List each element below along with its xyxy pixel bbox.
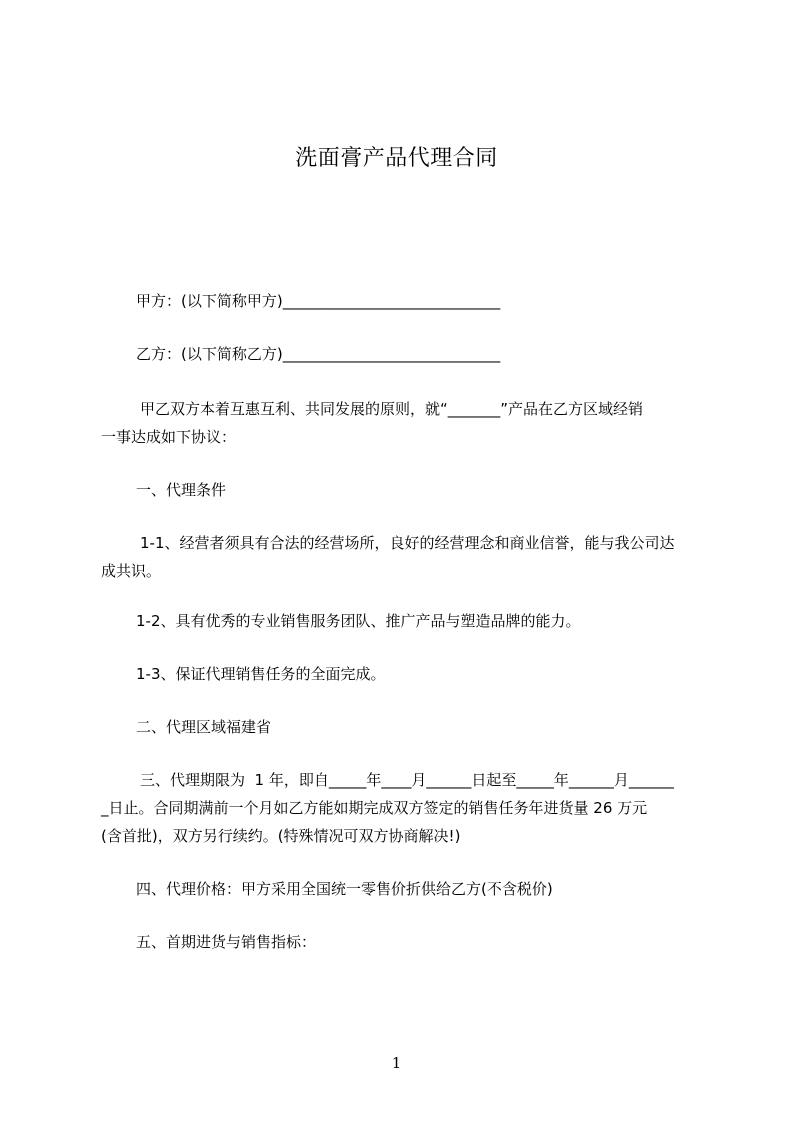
party-b-line: 乙方：(以下简称乙方)_____________________________ bbox=[136, 345, 501, 363]
section-3-line-1: 三、代理期限为 1 年，即自_____年____月______日起至_____年______月______ bbox=[140, 771, 674, 789]
section-1-heading: 一、代理条件 bbox=[136, 481, 227, 499]
document-title: 洗面膏产品代理合同 bbox=[295, 146, 498, 171]
intro-line-2: 一事达成如下协议： bbox=[101, 428, 237, 446]
intro-line-1: 甲乙双方本着互惠互利、共同发展的原则，就“_______”产品在乙方区域经销 bbox=[140, 400, 644, 418]
clause-1-3: 1-3、保证代理销售任务的全面完成。 bbox=[136, 665, 386, 683]
section-4: 四、代理价格：甲方采用全国统一零售价折供给乙方(不含税价) bbox=[136, 880, 553, 898]
section-5-heading: 五、首期进货与销售指标： bbox=[136, 933, 317, 951]
section-3-line-3: (含首批)，双方另行续约。(特殊情况可双方协商解决!) bbox=[101, 827, 461, 845]
clause-1-1-line-2: 成共识。 bbox=[101, 562, 162, 580]
party-a-line: 甲方：(以下简称甲方)_____________________________ bbox=[136, 292, 501, 310]
section-2-heading: 二、代理区域福建省 bbox=[136, 718, 272, 736]
clause-1-2: 1-2、具有优秀的专业销售服务团队、推广产品与塑造品牌的能力。 bbox=[136, 612, 581, 630]
page-number: 1 bbox=[391, 1054, 402, 1072]
clause-1-1-line-1: 1-1、经营者须具有合法的经营场所，良好的经营理念和商业信誉，能与我公司达 bbox=[140, 534, 675, 552]
section-3-line-2: _日止。合同期满前一个月如乙方能如期完成双方签定的销售任务年进货量 26 万元 bbox=[101, 799, 648, 817]
